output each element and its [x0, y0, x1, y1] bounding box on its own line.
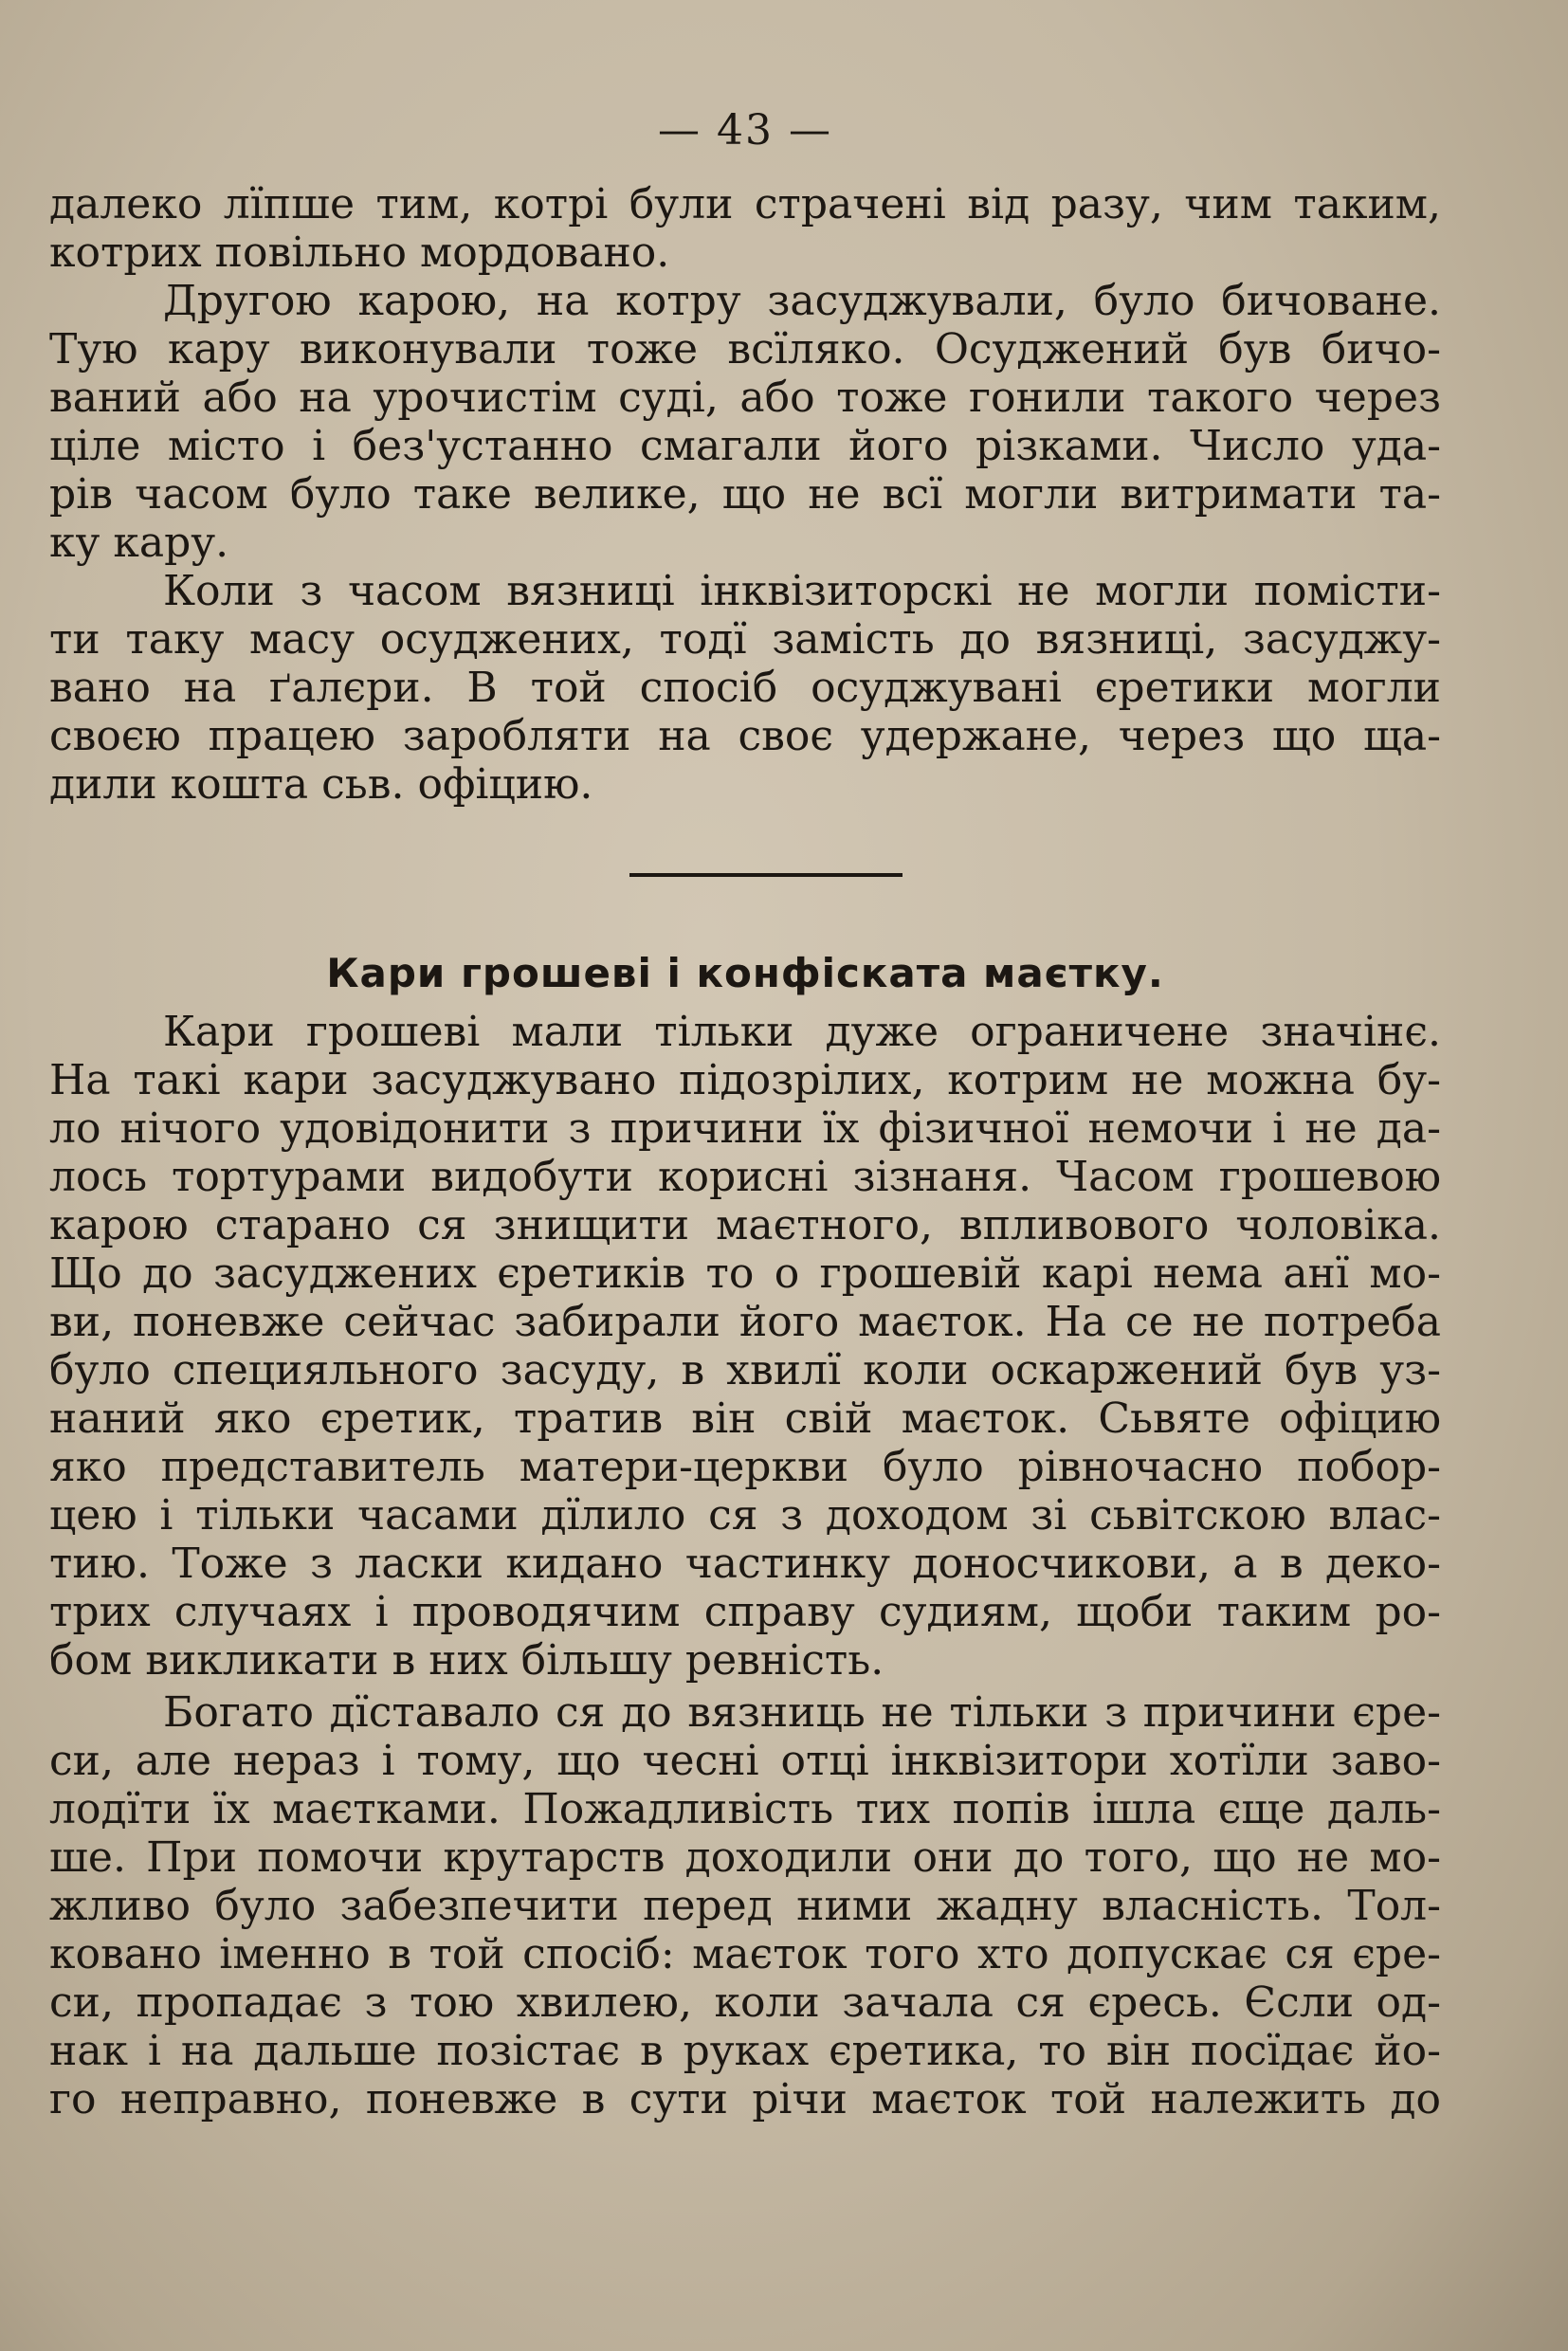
text-line: Богато дїставало ся до вязниць не тільки з причини єре- [163, 1688, 1441, 1737]
text-line: лодїти їх маєтками. Пожадливість тих попів ішла єще даль- [49, 1785, 1441, 1833]
text-line: Другою карою, на котру засуджували, було бичоване. [163, 277, 1441, 325]
text-line: далеко лїпше тим, котрі були страчені від разу, чим таким, [49, 180, 1441, 228]
text-line: трих случаях і проводячим справу судиям, щоби таким ро- [49, 1588, 1441, 1636]
text-line: Кари грошеві мали тільки дуже ограничене значінє. [163, 1008, 1441, 1056]
text-line: рів часом було таке велике, що не всї могли витримати та- [49, 470, 1441, 519]
page-content [49, 102, 1441, 2123]
text-line: си, пропадає з тою хвилею, коли зачала ся єресь. Єсли од- [49, 1978, 1441, 2027]
text-line: карою старано ся знищити маєтного, впливового чоловіка. [49, 1201, 1441, 1249]
text-line: було специяльного засуду, в хвилї коли оскаржений був уз- [49, 1346, 1441, 1394]
text-line: го неправно, поневже в сути річи маєток той належить до [49, 2075, 1441, 2123]
paragraph [49, 180, 1441, 277]
text-line: На такі кари засуджувано підозрілих, котрим не можна бу- [49, 1056, 1441, 1104]
text-line: Коли з часом вязниці інквізиторскі не могли помісти- [163, 567, 1441, 615]
text-line: дили кошта сьв. офіцию. [49, 760, 593, 809]
text-line: тию. Тоже з ласки кидано частинку доносчикови, а в деко- [49, 1540, 1441, 1588]
text-line: цею і тільки часами дїлило ся з доходом зі сьвітскою влас- [49, 1491, 1441, 1540]
text-line: ше. При помочи крутарств доходили они до того, що не мо- [49, 1833, 1441, 1882]
text-line: котрих повільно мордовано. [49, 228, 670, 277]
text-line: бом викликати в них більшу ревність. [49, 1636, 884, 1685]
text-line: нак і на дальше позістає в руках єретика, то він посїдає йо- [49, 2027, 1441, 2075]
text-line: ку кару. [49, 519, 229, 567]
text-line: си, але нераз і тому, що чесні отці інквізитори хотїли заво- [49, 1737, 1441, 1785]
paragraph [49, 1008, 1441, 1685]
text-line: вано на ґалєри. В той спосіб осуджувані єретики могли [49, 664, 1441, 712]
text-line: ви, поневже сейчас забирали його маєток. На се не потреба [49, 1298, 1441, 1346]
section-heading: Кари грошеві і конфіската маєтку. [326, 950, 1164, 996]
paragraph [49, 1688, 1441, 2123]
text-line: ціле місто і без'устанно смагали його різками. Число уда- [49, 422, 1441, 470]
text-line: ваний або на урочистім суді, або тоже гонили такого через [49, 374, 1441, 422]
text-line: жливо було забезпечити перед ними жадну власність. Тол- [49, 1882, 1441, 1930]
text-line: Тую кару виконували тоже всїляко. Осуджений був бичо- [49, 325, 1441, 374]
text-line: лось тортурами видобути корисні зізнаня. Часом грошевою [49, 1153, 1441, 1201]
text-line: наний яко єретик, тратив він свій маєток. Сьвяте офіцию [49, 1394, 1441, 1443]
text-line: ковано іменно в той спосіб: маєток того хто допускає ся єре- [49, 1930, 1441, 1978]
paragraph [49, 277, 1441, 567]
text-line: своєю працею заробляти на своє удержане, через що ща- [49, 712, 1441, 760]
text-line: ти таку масу осуджених, тодї замість до вязниці, засуджу- [49, 615, 1441, 664]
text-line: яко представитель матери-церкви було рівночасно побор- [49, 1443, 1441, 1491]
paragraph [49, 567, 1441, 809]
page-number: — 43 — [658, 106, 832, 155]
text-line: ло нічого удовідонити з причини їх фізичної немочи і не да- [49, 1104, 1441, 1153]
text-line: Що до засуджених єретиків то о грошевій карі нема анї мо- [49, 1249, 1441, 1298]
section-divider [629, 873, 903, 877]
